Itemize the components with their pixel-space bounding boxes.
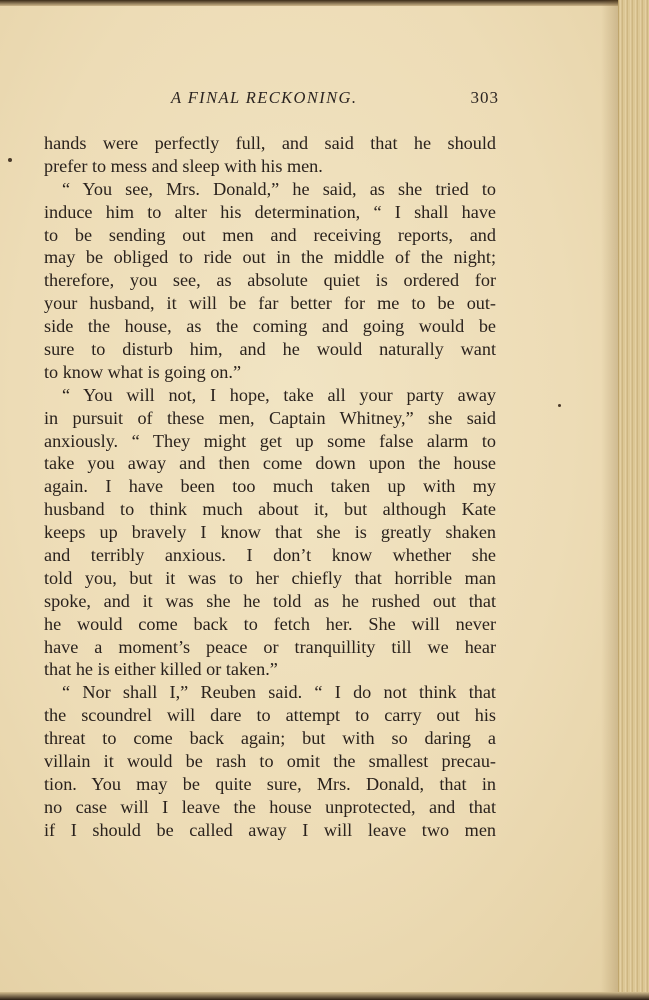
text-line: side the house, as the coming and going would be: [44, 316, 496, 337]
text-line: to be sending out men and receiving reports, and: [44, 224, 496, 245]
text-line: hands were perfectly full, and said that he should: [44, 133, 496, 153]
text-line: may be obliged to ride out in the middle of the night;: [44, 247, 496, 268]
page-bottom-edge: [0, 992, 649, 1000]
text-line: “ Nor shall I,” Reuben said. “ I do not think that: [62, 682, 496, 703]
body-text: [44, 132, 496, 842]
text-line: have a moment’s peace or tranquillity till we hear: [44, 636, 496, 657]
text-line: sure to disturb him, and he would naturally want: [44, 339, 496, 360]
text-line: again. I have been too much taken up with my: [44, 476, 496, 497]
page-top-edge: [0, 0, 649, 6]
text-line: villain it would be rash to omit the smallest precau-: [44, 751, 496, 772]
paper-speck: [558, 404, 561, 407]
paper-speck: [8, 158, 12, 162]
text-line: keeps up bravely I know that she is greatly shaken: [44, 522, 496, 543]
text-line: no case will I leave the house unprotected, and that: [44, 796, 496, 817]
text-line: and terribly anxious. I don’t know whether she: [44, 545, 496, 566]
gutter-shadow: [601, 0, 619, 1000]
page-number: 303: [470, 88, 499, 107]
text-line: the scoundrel will dare to attempt to carry out his: [44, 705, 496, 726]
text-line: “ You see, Mrs. Donald,” he said, as she tried to: [62, 178, 496, 199]
text-line: to know what is going on.”: [44, 361, 242, 382]
text-line: “ You will not, I hope, take all your party away: [62, 384, 496, 405]
text-line: if I should be called away I will leave two men: [44, 819, 496, 840]
text-line: tion. You may be quite sure, Mrs. Donald, that in: [44, 773, 496, 794]
text-line: spoke, and it was she he told as he rushed out that: [44, 590, 496, 611]
text-line: he would come back to fetch her. She will never: [44, 613, 496, 634]
running-head: A FINAL RECKONING.: [171, 88, 358, 107]
text-line: prefer to mess and sleep with his men.: [44, 155, 323, 176]
text-line: anxiously. “ They might get up some false alarm to: [44, 430, 496, 451]
text-line: therefore, you see, as absolute quiet is ordered for: [44, 270, 496, 291]
text-line: your husband, it will be far better for me to be out-: [44, 293, 496, 314]
text-line: that he is either killed or taken.”: [44, 659, 278, 680]
page-stack-edge: [618, 0, 649, 1000]
text-line: husband to think much about it, but although Kate: [44, 499, 496, 520]
text-line: take you away and then come down upon the house: [44, 453, 496, 474]
text-line: told you, but it was to her chiefly that horrible man: [44, 567, 496, 588]
text-line: induce him to alter his determination, “ I shall have: [44, 201, 496, 222]
page-header: [44, 88, 499, 114]
text-line: threat to come back again; but with so daring a: [44, 728, 496, 749]
text-line: in pursuit of these men, Captain Whitney,” she said: [44, 407, 496, 428]
